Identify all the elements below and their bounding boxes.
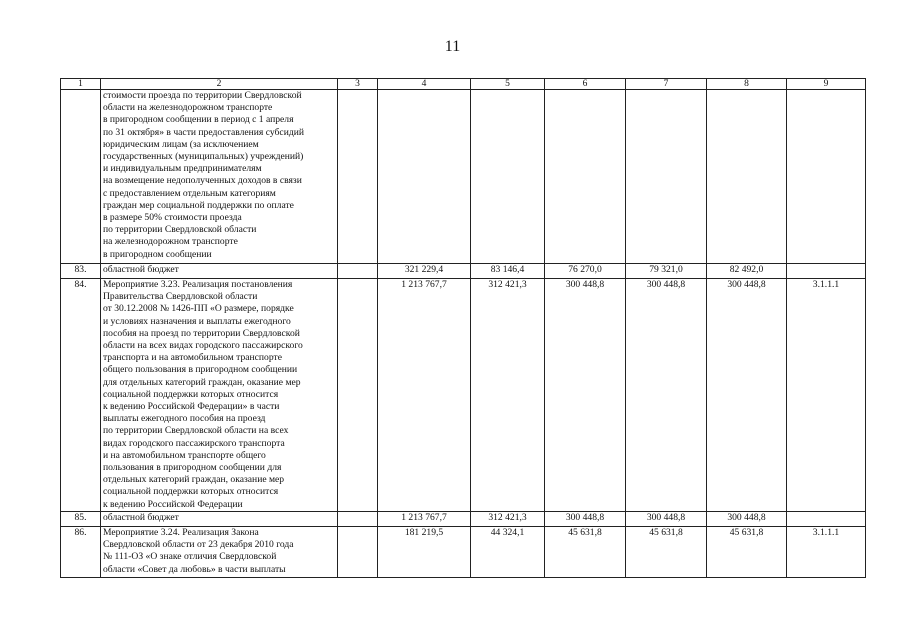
description-line: видах городского пассажирского транспорта [103, 437, 285, 449]
budget-table [60, 78, 866, 578]
row-number: 86. [61, 527, 101, 578]
table-row [61, 264, 866, 279]
target-indicator [787, 90, 866, 264]
cell-col-3 [338, 279, 378, 512]
description-line: Свердловской области от 23 декабря 2010 года [103, 539, 294, 551]
amount-col-7: 45 631,8 [626, 527, 707, 578]
description-line: стоимости проезда по территории Свердловской [103, 90, 302, 101]
description-line: граждан мер социальной поддержки по оплате [103, 199, 294, 211]
target-indicator [787, 512, 866, 527]
row-description [101, 264, 338, 279]
description-line: № 111-ОЗ «О знаке отличия Свердловской [103, 551, 277, 563]
row-description [101, 279, 338, 512]
amount-total [378, 90, 471, 264]
amount-col-5 [471, 90, 545, 264]
column-header: 9 [787, 79, 866, 90]
column-header: 7 [626, 79, 707, 90]
description-line: области «Совет да любовь» в части выплаты [103, 563, 286, 575]
description-line: и условиях назначения и выплаты ежегодного [103, 315, 291, 327]
amount-col-8: 300 448,8 [707, 512, 787, 527]
description-line: отдельных категорий граждан, оказание мер [103, 474, 285, 486]
table-row [61, 527, 866, 578]
amount-total: 1 213 767,7 [378, 279, 471, 512]
description-line: государственных (муниципальных) учреждений) [103, 151, 304, 163]
row-number: 85. [61, 512, 101, 527]
description-line: к ведению Российской Федерации [103, 498, 243, 510]
column-header: 4 [378, 79, 471, 90]
amount-col-6: 76 270,0 [545, 264, 626, 279]
target-indicator: 3.1.1.1 [787, 527, 866, 578]
column-header: 3 [338, 79, 378, 90]
cell-col-3 [338, 527, 378, 578]
description-line: в пригородном сообщении [103, 248, 212, 260]
column-header: 6 [545, 79, 626, 90]
row-number: 83. [61, 264, 101, 279]
amount-col-5: 44 324,1 [471, 527, 545, 578]
description-line: с предоставлением отдельным категориям [103, 187, 276, 199]
row-description [101, 512, 338, 527]
description-line: и на автомобильном транспорте общего [103, 449, 266, 461]
amount-total: 321 229,4 [378, 264, 471, 279]
amount-col-7: 79 321,0 [626, 264, 707, 279]
description-line: и индивидуальным предпринимателям [103, 163, 262, 175]
column-header: 8 [707, 79, 787, 90]
description-line: области на железнодорожном транспорте [103, 102, 273, 114]
table-header-row [61, 79, 866, 90]
description-line: пособия на проезд по территории Свердловской [103, 327, 300, 339]
amount-col-7 [626, 90, 707, 264]
description-line: Мероприятие 3.23. Реализация постановления [103, 279, 293, 290]
amount-col-8 [707, 90, 787, 264]
amount-col-6: 300 448,8 [545, 512, 626, 527]
amount-col-7: 300 448,8 [626, 512, 707, 527]
description-line: по территории Свердловской области на всех [103, 425, 289, 437]
description-line: социальной поддержки которых относится [103, 486, 279, 498]
column-header: 1 [61, 79, 101, 90]
row-number: 84. [61, 279, 101, 512]
amount-col-6 [545, 90, 626, 264]
description-line: социальной поддержки которых относится [103, 388, 279, 400]
amount-col-8: 45 631,8 [707, 527, 787, 578]
amount-col-6: 45 631,8 [545, 527, 626, 578]
amount-col-5: 312 421,3 [471, 279, 545, 512]
description-line: выплаты ежегодного пособия на проезд [103, 413, 266, 425]
amount-col-8: 82 492,0 [707, 264, 787, 279]
description-line: от 30.12.2008 № 1426-ПП «О размере, порядке [103, 303, 294, 315]
amount-col-5: 312 421,3 [471, 512, 545, 527]
description-line: областной бюджет [103, 264, 179, 275]
cell-col-3 [338, 264, 378, 279]
page-number: 11 [444, 38, 461, 55]
description-line: по 31 октября» в части предоставления субсидий [103, 126, 304, 138]
amount-col-5: 83 146,4 [471, 264, 545, 279]
description-line: к ведению Российской Федерации» в части [103, 401, 280, 413]
amount-total: 181 219,5 [378, 527, 471, 578]
cell-col-3 [338, 512, 378, 527]
description-line: по территории Свердловской области [103, 224, 257, 236]
table-row [61, 279, 866, 512]
row-number [61, 90, 101, 264]
column-header: 5 [471, 79, 545, 90]
description-line: Правительства Свердловской области [103, 291, 258, 303]
description-line: для отдельных категорий граждан, оказание мер [103, 376, 301, 388]
row-description [101, 90, 338, 264]
amount-total: 1 213 767,7 [378, 512, 471, 527]
description-line: на возмещение недополученных доходов в связи [103, 175, 302, 187]
table-row [61, 512, 866, 527]
description-line: транспорта и на автомобильном транспорте [103, 352, 282, 364]
description-line: юридическим лицам (за исключением [103, 138, 259, 150]
description-line: в размере 50% стоимости проезда [103, 212, 242, 224]
amount-col-8: 300 448,8 [707, 279, 787, 512]
description-line: на железнодорожном транспорте [103, 236, 238, 248]
amount-col-6: 300 448,8 [545, 279, 626, 512]
cell-col-3 [338, 90, 378, 264]
column-header: 2 [101, 79, 338, 90]
amount-col-7: 300 448,8 [626, 279, 707, 512]
description-line: Мероприятие 3.24. Реализация Закона [103, 527, 259, 538]
target-indicator [787, 264, 866, 279]
description-line: в пригородном сообщении в период с 1 апреля [103, 114, 294, 126]
row-description [101, 527, 338, 578]
description-line: областной бюджет [103, 512, 179, 523]
table-row [61, 90, 866, 264]
description-line: общего пользования в пригородном сообщении [103, 364, 298, 376]
target-indicator: 3.1.1.1 [787, 279, 866, 512]
description-line: области на всех видах городского пассажирского [103, 340, 303, 352]
description-line: пользования в пригородном сообщении для [103, 462, 282, 474]
